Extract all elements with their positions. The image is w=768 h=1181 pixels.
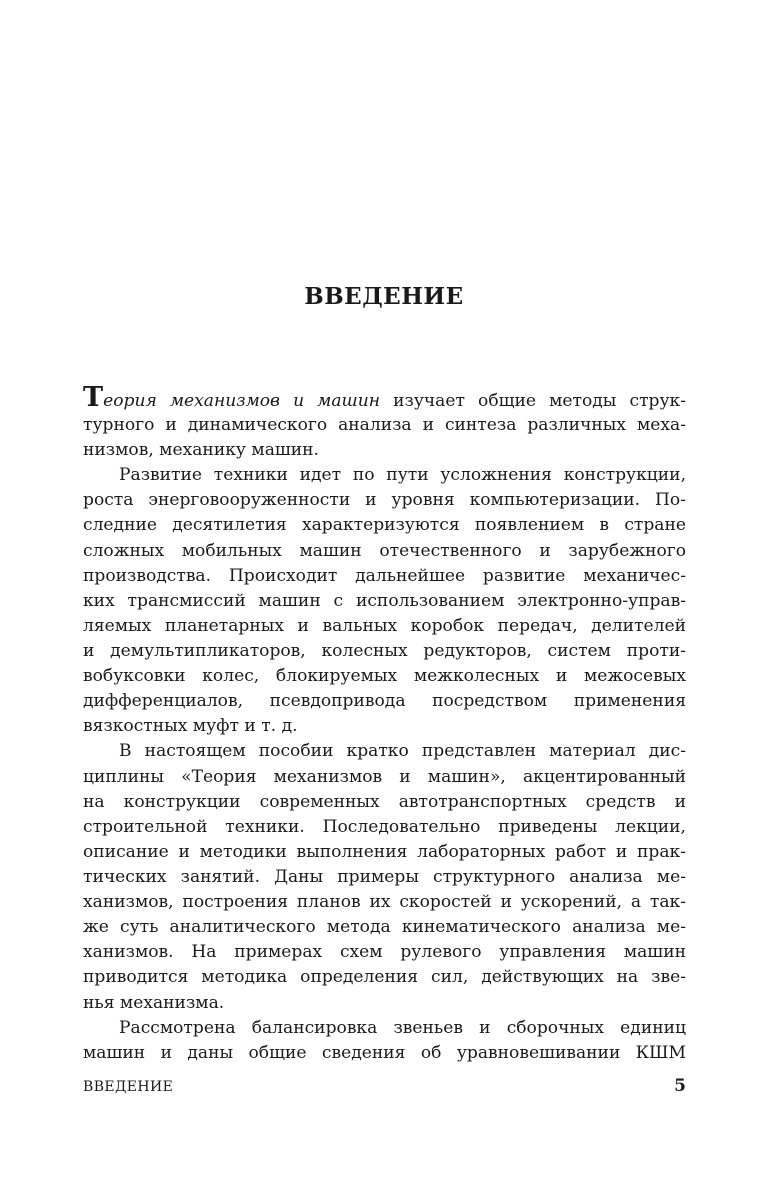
paragraph-line: низмов, механику машин. [83,440,319,461]
chapter-title: ВВЕДЕНИЕ [304,283,464,310]
paragraph-line: приводится методика определения сил, действующих на зве- [83,967,686,988]
paragraph-1-line-1-tail: изучает общие методы струк- [380,391,686,411]
paragraph-line: турного и динамического анализа и синтеза различных меха- [83,415,686,435]
paragraph-line: В настоящем пособии кратко представлен материал дис- [119,741,686,762]
paragraph-line: сложных мобильных машин отечественного и зарубежного [83,540,686,561]
paragraph-line: тических занятий. Даны примеры структурного анализа ме- [83,866,686,887]
page-number: 5 [674,1076,686,1096]
italic-term: еория механизмов и машин [103,391,381,411]
paragraph-line: Развитие техники идет по пути усложнения конструкции, [119,465,686,486]
paragraph-line: описание и методики выполнения лабораторных работ и прак- [83,841,686,862]
paragraph-line: ляемых планетарных и вальных коробок передач, делителей [83,615,686,636]
paragraph-line: ких трансмиссий машин с использованием электронно-управ- [83,590,686,611]
paragraph-line: же суть аналитического метода кинематического анализа ме- [83,917,686,938]
paragraph-line: следние десятилетия характеризуются появлением в стране [83,515,686,536]
running-head: ВВЕДЕНИЕ [83,1079,174,1095]
paragraph-line: на конструкции современных автотранспортных средств и [83,791,686,812]
drop-cap: Т [83,384,104,413]
paragraph-line: ханизмов, построения планов их скоростей и ускорений, а так- [83,892,686,913]
paragraph-line: производства. Происходит дальнейшее развитие механичес- [83,565,686,586]
body-text [83,384,686,1066]
paragraph-line: и демультипликаторов, колесных редукторов, систем проти- [83,640,686,661]
paragraph-line: нья механизма. [83,992,225,1013]
paragraph-line: вязкостных муфт и т. д. [83,716,298,737]
paragraph-line: машин и даны общие сведения об уравновешивании КШМ [83,1042,686,1063]
paragraph-line: циплины «Теория механизмов и машин», акцентированный [83,766,686,787]
paragraph-line: Рассмотрена балансировка звеньев и сборочных единиц [119,1017,686,1038]
paragraph-line: ханизмов. На примерах схем рулевого управления машин [83,942,686,963]
paragraph-line: строительной техники. Последовательно приведены лекции, [83,816,686,837]
paragraph-line: вобуксовки колес, блокируемых межколесных и межосевых [83,666,686,687]
paragraph-line: дифференциалов, псевдопривода посредством применения [83,691,686,712]
paragraph-line: роста энерговооруженности и уровня компьютеризации. По- [83,490,686,511]
